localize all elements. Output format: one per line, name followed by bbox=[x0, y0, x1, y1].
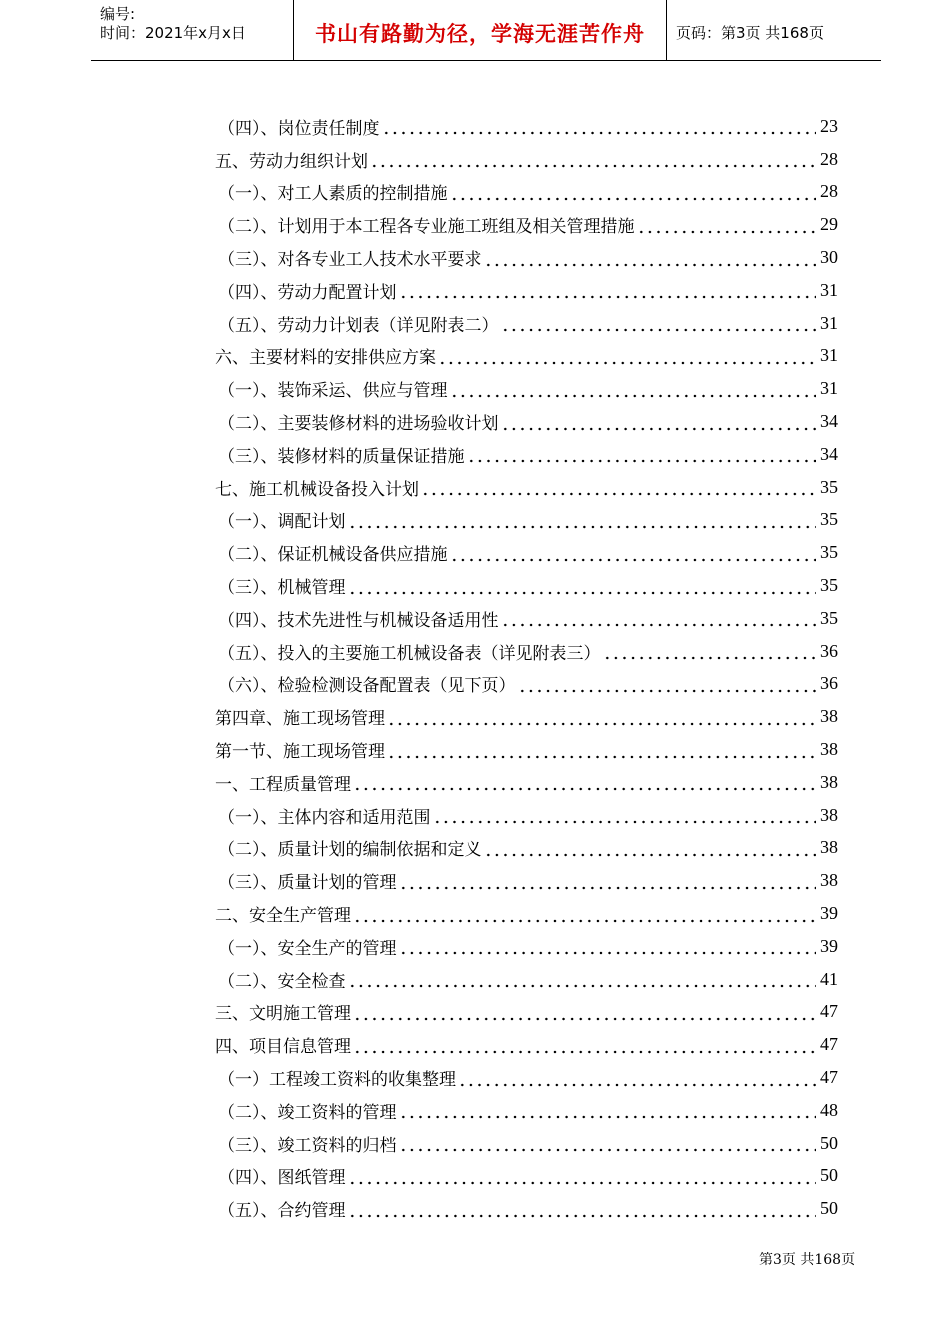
toc-dot-leader bbox=[348, 576, 817, 596]
table-of-contents bbox=[215, 110, 838, 1225]
toc-entry-page-number: 31 bbox=[820, 279, 838, 300]
toc-entry[interactable] bbox=[215, 733, 838, 766]
header-page-info: 页码：第3页 共168页 bbox=[676, 24, 824, 42]
toc-entry[interactable] bbox=[215, 602, 838, 635]
toc-entry-title: 二、安全生产管理 bbox=[215, 906, 351, 927]
toc-entry-page-number: 38 bbox=[820, 804, 838, 825]
toc-entry-title: （二）、保证机械设备供应措施 bbox=[218, 545, 448, 566]
toc-dot-leader bbox=[353, 1035, 816, 1055]
toc-dot-leader bbox=[421, 477, 816, 497]
toc-dot-leader bbox=[348, 969, 817, 989]
toc-entry-title: （三）、装修材料的质量保证措施 bbox=[218, 446, 465, 467]
toc-entry-page-number: 39 bbox=[820, 903, 838, 924]
toc-entry-page-number: 28 bbox=[820, 148, 838, 169]
toc-entry-title: （四）、技术先进性与机械设备适用性 bbox=[218, 610, 499, 631]
toc-dot-leader bbox=[382, 116, 817, 136]
toc-entry-title: 第一节、施工现场管理 bbox=[215, 742, 385, 763]
toc-dot-leader bbox=[484, 248, 817, 268]
toc-dot-leader bbox=[370, 149, 816, 169]
toc-entry-page-number: 38 bbox=[820, 706, 838, 727]
toc-entry[interactable] bbox=[215, 1061, 838, 1094]
toc-dot-leader bbox=[399, 280, 817, 300]
toc-entry-title: 七、施工机械设备投入计划 bbox=[215, 479, 419, 500]
toc-entry-page-number: 36 bbox=[820, 673, 838, 694]
toc-entry-title: （一）、对工人素质的控制措施 bbox=[218, 184, 448, 205]
toc-entry-title: （三）、对各专业工人技术水平要求 bbox=[218, 250, 482, 271]
toc-entry-page-number: 50 bbox=[820, 1132, 838, 1153]
toc-entry[interactable] bbox=[215, 340, 838, 373]
toc-dot-leader bbox=[637, 215, 817, 235]
toc-entry-title: 三、文明施工管理 bbox=[215, 1004, 351, 1025]
toc-entry-title: （一）、装饰采运、供应与管理 bbox=[218, 381, 448, 402]
toc-entry[interactable] bbox=[215, 1160, 838, 1193]
toc-entry-page-number: 35 bbox=[820, 575, 838, 596]
toc-entry-title: （五）、合约管理 bbox=[218, 1201, 346, 1222]
toc-entry-page-number: 47 bbox=[820, 1034, 838, 1055]
toc-dot-leader bbox=[438, 346, 816, 366]
toc-entry[interactable] bbox=[215, 766, 838, 799]
toc-entry-page-number: 41 bbox=[820, 968, 838, 989]
toc-entry-title: （二）、计划用于本工程各专业施工班组及相关管理措施 bbox=[218, 217, 635, 238]
toc-dot-leader bbox=[484, 838, 817, 858]
toc-entry-title: （三）、质量计划的管理 bbox=[218, 873, 397, 894]
toc-entry-page-number: 47 bbox=[820, 1067, 838, 1087]
toc-entry[interactable] bbox=[215, 864, 838, 897]
toc-entry[interactable] bbox=[215, 307, 838, 340]
toc-entry[interactable] bbox=[215, 635, 838, 668]
toc-entry-title: （二）、质量计划的编制依据和定义 bbox=[218, 840, 482, 861]
toc-entry-page-number: 38 bbox=[820, 771, 838, 792]
toc-entry-title: （四）、图纸管理 bbox=[218, 1168, 346, 1189]
toc-entry-page-number: 28 bbox=[820, 181, 838, 202]
toc-entry-page-number: 48 bbox=[820, 1099, 838, 1120]
document-time-label: 时间：2021年x月x日 bbox=[100, 24, 246, 42]
toc-entry[interactable] bbox=[215, 274, 838, 307]
toc-entry-page-number: 38 bbox=[820, 837, 838, 858]
toc-dot-leader bbox=[348, 510, 817, 530]
toc-entry[interactable] bbox=[215, 241, 838, 274]
page-footer: 第3页 共168页 bbox=[759, 1252, 856, 1268]
toc-entry[interactable] bbox=[215, 569, 838, 602]
toc-entry-title: （四）、劳动力配置计划 bbox=[218, 282, 397, 303]
toc-dot-leader bbox=[501, 412, 817, 432]
toc-entry-page-number: 50 bbox=[820, 1165, 838, 1186]
toc-dot-leader bbox=[387, 707, 816, 727]
toc-entry[interactable] bbox=[215, 372, 838, 405]
toc-entry-title: （二）、竣工资料的管理 bbox=[218, 1102, 397, 1123]
toc-dot-leader bbox=[467, 444, 817, 464]
toc-entry[interactable] bbox=[215, 208, 838, 241]
toc-entry-title: （二）、安全检查 bbox=[218, 971, 346, 992]
toc-entry-title: （二）、主要装修材料的进场验收计划 bbox=[218, 414, 499, 435]
toc-entry-title: （五）、投入的主要施工机械设备表（详见附表三） bbox=[218, 643, 601, 664]
toc-dot-leader bbox=[433, 805, 817, 825]
toc-entry[interactable] bbox=[215, 897, 838, 930]
toc-entry-page-number: 30 bbox=[820, 247, 838, 268]
toc-entry[interactable] bbox=[215, 1028, 838, 1061]
toc-entry-title: （一）、安全生产的管理 bbox=[218, 938, 397, 959]
toc-entry-page-number: 35 bbox=[820, 542, 838, 563]
toc-entry[interactable] bbox=[215, 1127, 838, 1160]
header-motto: 书山有路勤为径，学海无涯苦作舟 bbox=[315, 22, 645, 46]
header-motto-cell bbox=[293, 0, 667, 60]
toc-dot-leader bbox=[501, 313, 817, 333]
toc-entry[interactable] bbox=[215, 438, 838, 471]
toc-dot-leader bbox=[353, 904, 816, 924]
toc-entry[interactable] bbox=[215, 110, 838, 143]
toc-entry-page-number: 47 bbox=[820, 1001, 838, 1022]
header-meta-cell bbox=[91, 0, 293, 60]
toc-entry-page-number: 35 bbox=[820, 607, 838, 628]
toc-entry-page-number: 31 bbox=[820, 378, 838, 399]
toc-dot-leader bbox=[450, 379, 817, 399]
toc-entry-page-number: 29 bbox=[820, 214, 838, 235]
toc-dot-leader bbox=[353, 1002, 816, 1022]
toc-entry[interactable] bbox=[215, 176, 838, 209]
toc-entry[interactable] bbox=[215, 1192, 838, 1225]
toc-entry-page-number: 50 bbox=[820, 1198, 838, 1219]
toc-entry-title: （三）、机械管理 bbox=[218, 578, 346, 599]
toc-entry-page-number: 36 bbox=[820, 640, 838, 661]
toc-entry-title: （一）、主体内容和适用范围 bbox=[218, 807, 431, 828]
toc-entry-page-number: 31 bbox=[820, 345, 838, 366]
toc-entry[interactable] bbox=[215, 832, 838, 865]
header-page-cell bbox=[666, 0, 881, 60]
toc-entry[interactable] bbox=[215, 963, 838, 996]
toc-entry-page-number: 31 bbox=[820, 312, 838, 333]
toc-entry-page-number: 34 bbox=[820, 411, 838, 432]
toc-entry-title: （一）工程竣工资料的收集整理 bbox=[218, 1070, 456, 1090]
document-number-label: 编号: bbox=[100, 5, 136, 23]
toc-entry[interactable] bbox=[215, 536, 838, 569]
toc-entry[interactable] bbox=[215, 996, 838, 1029]
toc-dot-leader bbox=[348, 1166, 817, 1186]
toc-entry[interactable] bbox=[215, 799, 838, 832]
toc-entry-title: 六、主要材料的安排供应方案 bbox=[215, 348, 436, 369]
toc-dot-leader bbox=[450, 182, 817, 202]
toc-entry-page-number: 38 bbox=[820, 739, 838, 760]
toc-entry-title: （一）、调配计划 bbox=[218, 512, 346, 533]
toc-dot-leader bbox=[518, 674, 817, 694]
toc-entry-page-number: 35 bbox=[820, 509, 838, 530]
toc-entry[interactable] bbox=[215, 471, 838, 504]
toc-dot-leader bbox=[603, 641, 817, 661]
toc-dot-leader bbox=[399, 936, 817, 956]
toc-dot-leader bbox=[501, 608, 817, 628]
toc-entry-title: （四）、岗位责任制度 bbox=[218, 118, 380, 139]
toc-entry-page-number: 23 bbox=[820, 115, 838, 136]
toc-entry-title: 五、劳动力组织计划 bbox=[215, 151, 368, 172]
toc-dot-leader bbox=[399, 871, 817, 891]
toc-entry[interactable] bbox=[215, 405, 838, 438]
page-header bbox=[91, 0, 881, 61]
toc-entry-title: 第四章、施工现场管理 bbox=[215, 709, 385, 730]
toc-entry[interactable] bbox=[215, 504, 838, 537]
toc-dot-leader bbox=[387, 740, 816, 760]
toc-entry[interactable] bbox=[215, 668, 838, 701]
toc-entry-page-number: 38 bbox=[820, 870, 838, 891]
toc-entry[interactable] bbox=[215, 143, 838, 176]
toc-entry-page-number: 39 bbox=[820, 935, 838, 956]
toc-entry-title: 一、工程质量管理 bbox=[215, 774, 351, 795]
toc-dot-leader bbox=[348, 1199, 817, 1219]
toc-dot-leader bbox=[458, 1068, 816, 1088]
toc-entry[interactable] bbox=[215, 1094, 838, 1127]
toc-dot-leader bbox=[450, 543, 817, 563]
toc-entry-title: （三）、竣工资料的归档 bbox=[218, 1135, 397, 1156]
toc-dot-leader bbox=[399, 1133, 817, 1153]
toc-entry-title: 四、项目信息管理 bbox=[215, 1037, 351, 1058]
toc-dot-leader bbox=[399, 1100, 817, 1120]
toc-entry[interactable] bbox=[215, 930, 838, 963]
toc-entry[interactable] bbox=[215, 700, 838, 733]
toc-entry-title: （六）、检验检测设备配置表（见下页） bbox=[218, 676, 516, 697]
toc-entry-page-number: 34 bbox=[820, 443, 838, 464]
toc-entry-title: （五）、劳动力计划表（详见附表二） bbox=[218, 315, 499, 336]
toc-dot-leader bbox=[353, 772, 816, 792]
toc-entry-page-number: 35 bbox=[820, 476, 838, 497]
